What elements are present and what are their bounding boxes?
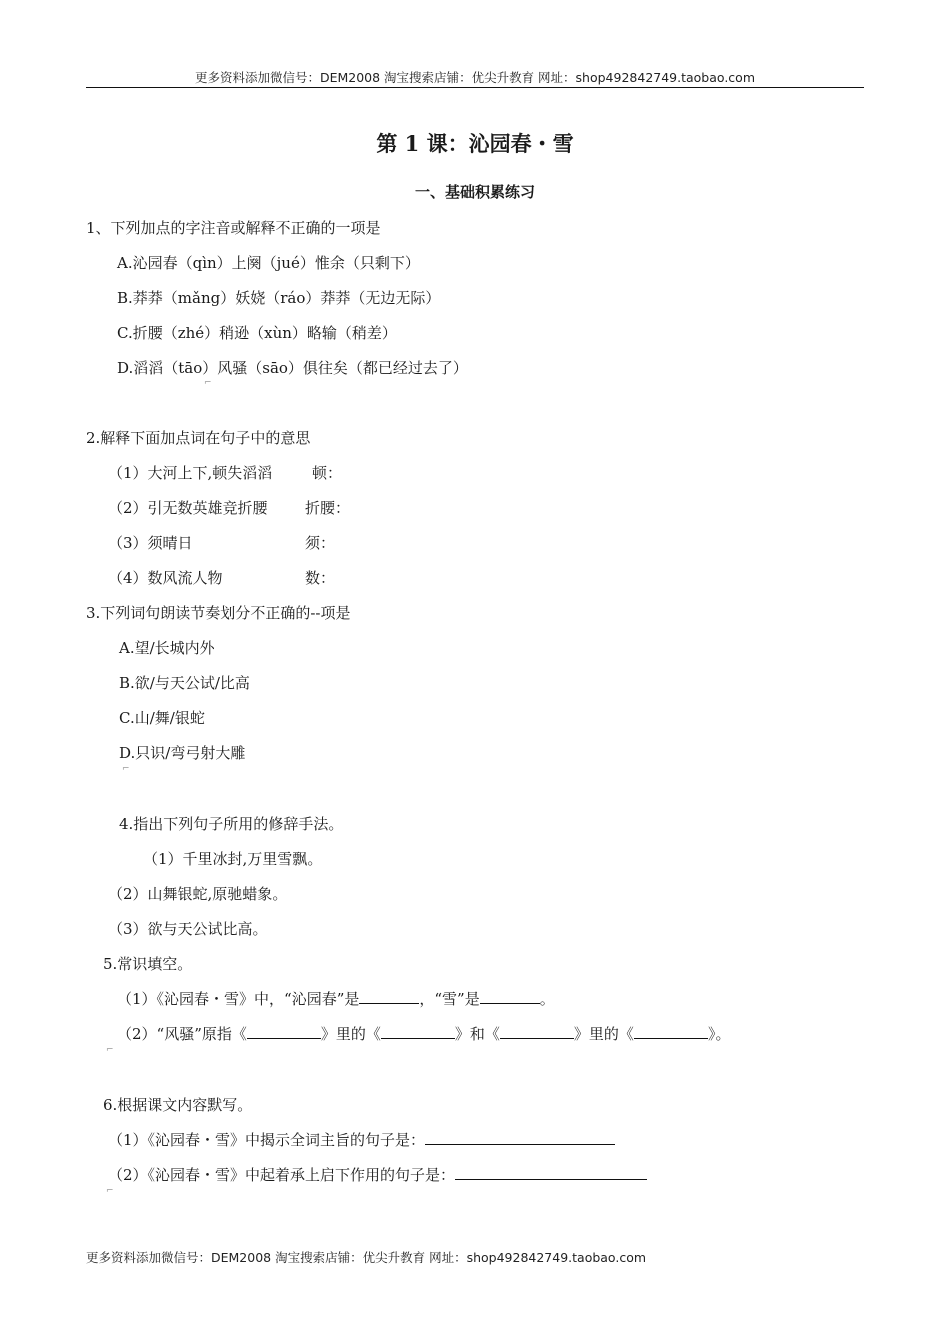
q5-line-2-text-b: 》里的《 [320, 1025, 381, 1043]
q2-item-3-sentence: （3）须晴日 [108, 534, 193, 552]
q5-stem: 5.常识填空。 [103, 955, 193, 973]
q2-item-4-word: 数： [305, 569, 336, 587]
q6-blank-transition[interactable] [455, 1165, 647, 1180]
q5-line-2-text-e: 》。 [707, 1025, 731, 1043]
q2-item-2-sentence: （2）引无数英雄竞折腰 [108, 499, 268, 517]
paragraph-mark: ⌐ [122, 764, 130, 774]
lesson-title: 第 1 课：沁园春・雪 [376, 131, 574, 156]
q3-option-c: C.山/舞/银蛇 [119, 709, 205, 727]
q5-line-2 [117, 1024, 730, 1044]
q5-line-2-text-d: 》里的《 [573, 1025, 634, 1043]
q1-option-d: D.滔滔（tāo）风骚（sāo）俱往矣（都已经过去了） [117, 359, 468, 377]
q3-option-d: D.只识/弯弓射大雕 [119, 744, 246, 762]
q6-blank-theme[interactable] [425, 1130, 615, 1145]
q3-option-b: B.欲/与天公试/比高 [119, 674, 250, 692]
q5-blank-qinyuanchun[interactable] [359, 989, 419, 1004]
q4-stem: 4.指出下列句子所用的修辞手法。 [119, 815, 344, 833]
q5-line-2-text-c: 》和《 [454, 1025, 500, 1043]
q4-item-2: （2）山舞银蛇,原驰蜡象。 [108, 885, 288, 903]
q6-line-1 [108, 1130, 615, 1150]
q3-option-a: A.望/长城内外 [119, 639, 215, 657]
q2-item-1-sentence: （1）大河上下,顿失滔滔 [108, 464, 273, 482]
q1-option-a: A.沁园春（qìn）上阕（jué）惟余（只剩下） [117, 254, 420, 272]
q6-line-1-text: （1）《沁园春・雪》中揭示全词主旨的句子是： [108, 1131, 426, 1149]
q5-blank-poem-2[interactable] [634, 1024, 708, 1039]
q6-line-2-text: （2）《沁园春・雪》中起着承上启下作用的句子是： [108, 1166, 456, 1184]
q5-blank-poem-1[interactable] [381, 1024, 455, 1039]
q3-stem: 3.下列词句朗读节奏划分不正确的--项是 [86, 604, 351, 622]
q6-stem: 6.根据课文内容默写。 [103, 1096, 253, 1114]
paragraph-mark: ⌐ [106, 1186, 114, 1196]
q2-item-4-sentence: （4）数风流人物 [108, 569, 223, 587]
q2-item-3-word: 须： [305, 534, 336, 552]
q5-line-2-text-a: （2）“风骚”原指《 [117, 1025, 247, 1043]
q5-blank-xue[interactable] [480, 989, 540, 1004]
q1-option-b: B.莽莽（mǎng）妖娆（ráo）莽莽（无边无际） [117, 289, 441, 307]
q5-blank-book-2[interactable] [500, 1024, 574, 1039]
header-rule [86, 87, 864, 88]
q4-item-3: （3）欲与天公试比高。 [108, 920, 268, 938]
q6-line-2 [108, 1165, 647, 1185]
q2-item-1-word: 顿： [312, 464, 343, 482]
page-header-text: 更多资料添加微信号：DEM2008 淘宝搜索店铺：优尖升教育 网址：shop492842749.taobao.com [194, 70, 756, 85]
q2-item-2-word: 折腰： [305, 499, 351, 517]
section-heading: 一、基础积累练习 [414, 183, 535, 201]
paragraph-mark: ⌐ [106, 1045, 114, 1055]
q2-stem: 2.解释下面加点词在句子中的意思 [86, 429, 311, 447]
q5-line-1-text-a: （1）《沁园春・雪》中，“沁园春”是 [117, 990, 360, 1008]
q5-line-1 [117, 989, 555, 1009]
q1-stem: 1、下列加点的字注音或解释不正确的一项是 [86, 219, 381, 237]
q5-blank-book-1[interactable] [247, 1024, 321, 1039]
q4-item-1: （1）千里冰封,万里雪飘。 [143, 850, 323, 868]
paragraph-mark: ⌐ [204, 378, 212, 388]
q5-line-1-text-b: ，“雪”是 [419, 990, 480, 1008]
q5-line-1-text-c: 。 [539, 990, 555, 1008]
page-footer-text: 更多资料添加微信号：DEM2008 淘宝搜索店铺：优尖升教育 网址：shop492842749.taobao.com [86, 1250, 647, 1265]
q1-option-c: C.折腰（zhé）稍逊（xùn）略输（稍差） [117, 324, 397, 342]
